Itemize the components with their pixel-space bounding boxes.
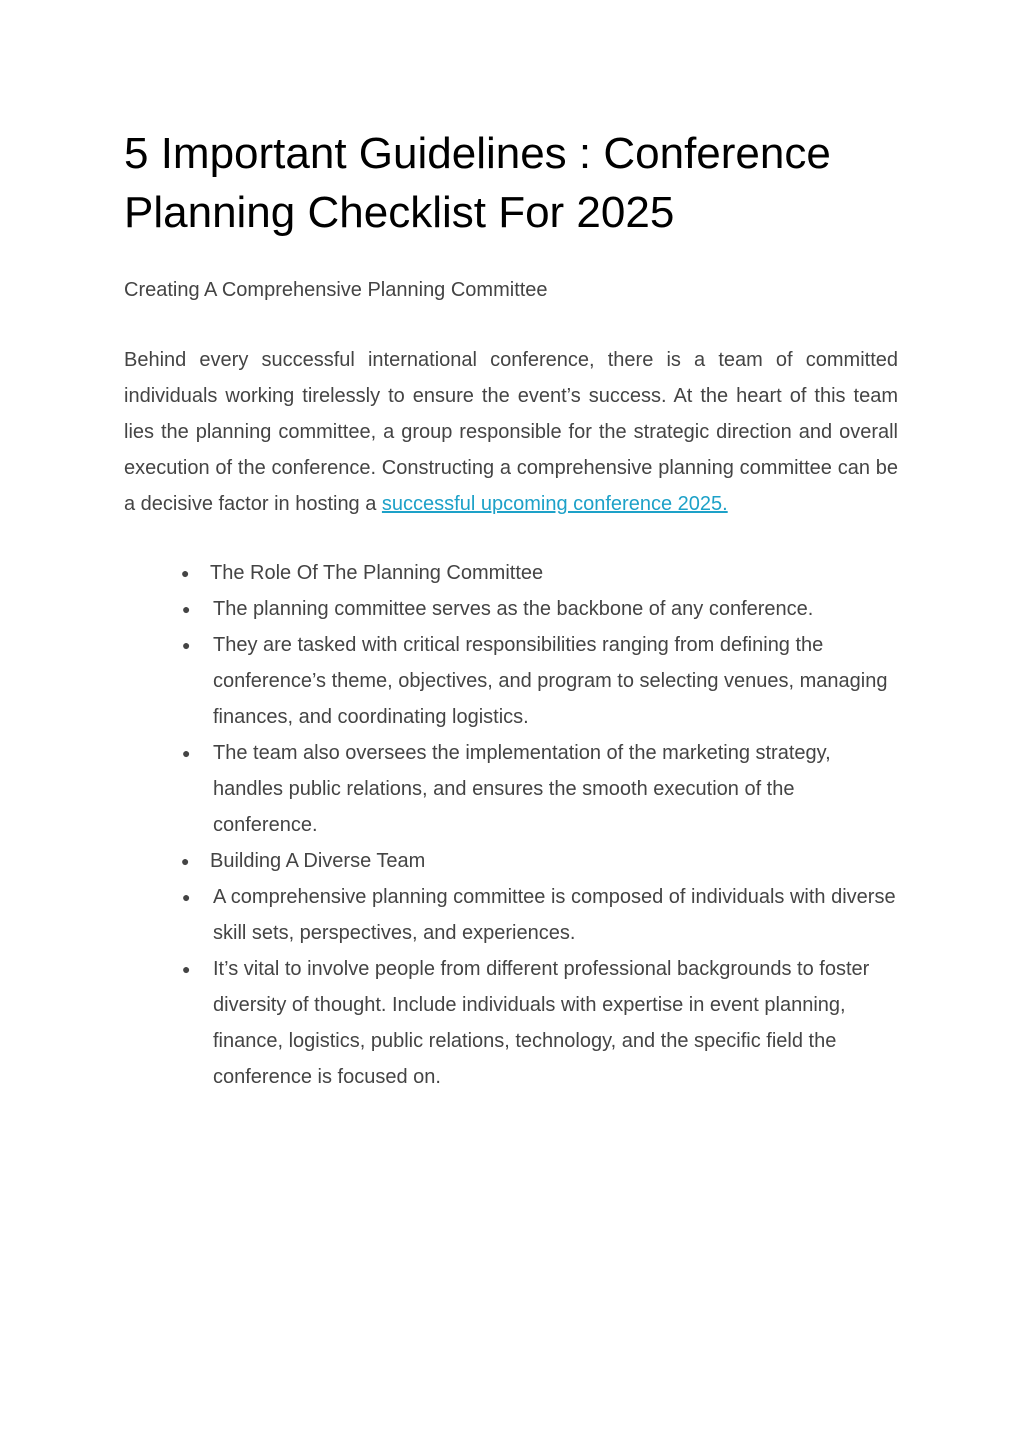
bullet-icon: ● xyxy=(182,637,191,653)
outline-heading: Building A Diverse Team xyxy=(210,850,426,872)
section-subtitle: Creating A Comprehensive Planning Committee xyxy=(124,279,548,301)
outline-list xyxy=(124,555,898,1095)
sublist-container xyxy=(124,879,898,1095)
bullet-icon: ● xyxy=(182,745,191,761)
list-item xyxy=(124,879,898,951)
bullet-icon: ● xyxy=(181,853,190,869)
intro-paragraph xyxy=(124,342,898,522)
upcoming-conference-link[interactable]: successful upcoming conference 2025. xyxy=(381,493,728,515)
bullet-icon: ● xyxy=(182,601,191,617)
page-title: 5 Important Guidelines : Conference Planning Checklist For 2025 xyxy=(124,129,831,237)
list-item-text: They are tasked with critical responsibilities ranging from defining the conference’s theme, objectives, and program to selecting venues, managing finances, and coordinating logistics. xyxy=(213,634,888,728)
sublist xyxy=(124,591,898,843)
bullet-icon: ● xyxy=(182,889,191,905)
list-item-text: The planning committee serves as the backbone of any conference. xyxy=(213,598,814,620)
document-page xyxy=(124,124,898,1095)
list-item xyxy=(124,951,898,1095)
outline-heading: The Role Of The Planning Committee xyxy=(210,562,544,584)
bullet-icon: ● xyxy=(182,961,191,977)
list-item xyxy=(124,735,898,843)
list-item-text: The team also oversees the implementation of the marketing strategy, handles public relations, and ensures the smooth execution of the conference. xyxy=(213,742,831,836)
sublist-container xyxy=(124,591,898,843)
list-item xyxy=(124,591,898,627)
bullet-icon: ● xyxy=(181,565,190,581)
list-item-text: It’s vital to involve people from different professional backgrounds to foster diversity of thought. Include individuals with expertise in event planning, finance, logistics, public relations, technology, and the specific field the conference is focused on. xyxy=(213,958,870,1088)
outline-item xyxy=(124,843,898,879)
sublist xyxy=(124,879,898,1095)
list-item-text: A comprehensive planning committee is composed of individuals with diverse skill sets, perspectives, and experiences. xyxy=(213,886,896,944)
outline-item xyxy=(124,555,898,591)
intro-text: Behind every successful international conference, there is a team of committed individuals working tirelessly to ensure the event’s success. At the heart of this team lies the planning committee, a group responsible for the strategic direction and overall execution of the conference. Constructing a comprehensive planning committee can be a decisive factor in hosting a xyxy=(124,349,898,515)
list-item xyxy=(124,627,898,735)
